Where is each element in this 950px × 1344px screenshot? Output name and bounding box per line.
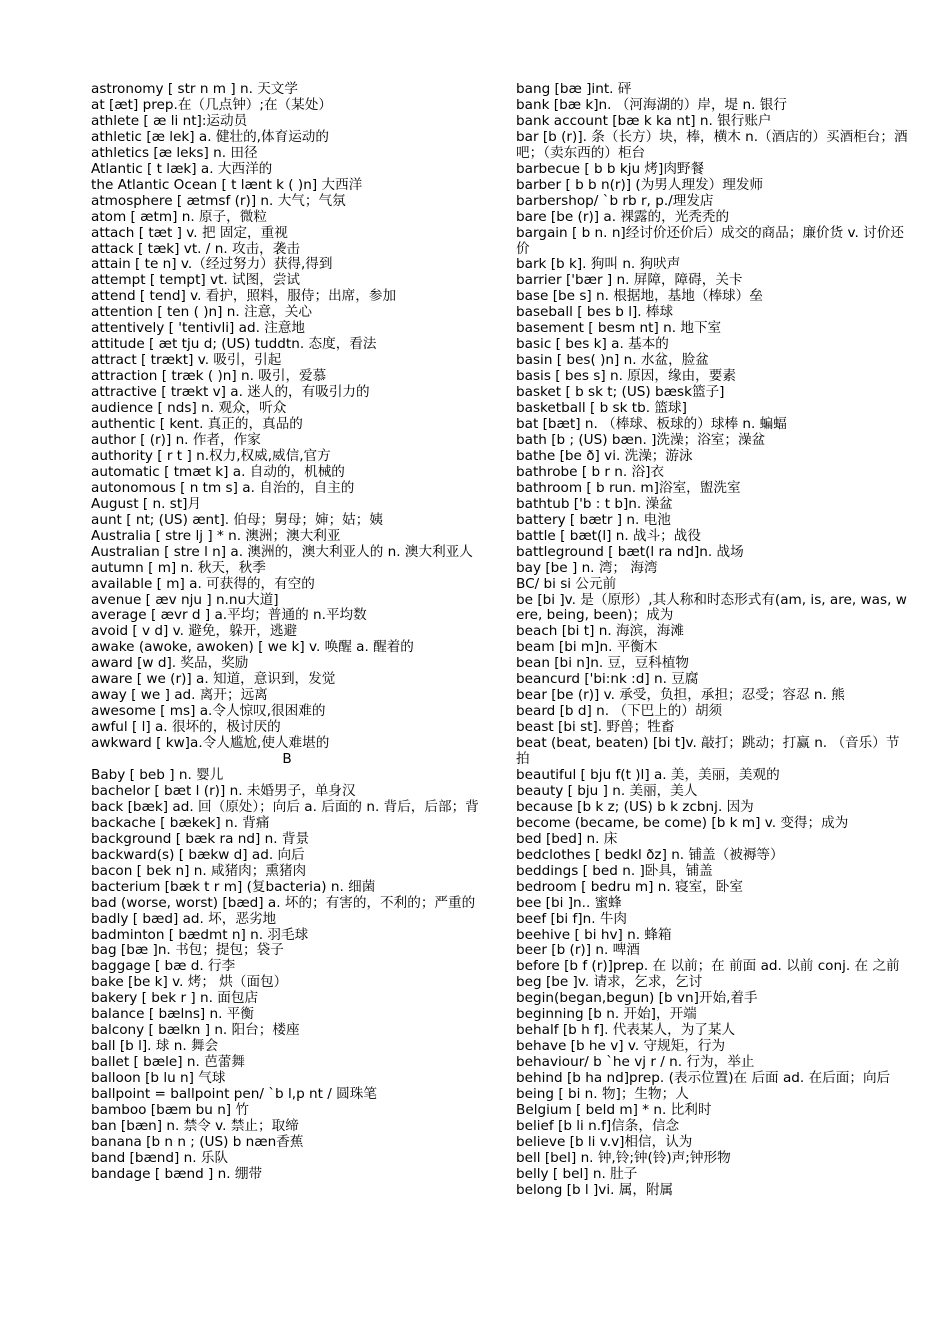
word-entry: barrier ['bær ] n. 屏障，障碍，关卡: [516, 272, 743, 289]
word-entry: bath [b ; (US) bæn. ]洗澡；浴室；澡盆: [516, 431, 766, 448]
word-entry: available [ m] a. 可获得的，有空的: [91, 575, 315, 592]
word-entry: bare [be (r)] a. 裸露的，光秃秃的: [516, 208, 730, 225]
word-entry: basket [ b sk t; (US) bæsk篮子]: [516, 384, 725, 401]
left-column: [91, 82, 483, 1183]
word-entry: audience [ nds] n. 观众，听众: [91, 400, 287, 417]
word-entry: bake [be k] v. 烤； 烘（面包）: [91, 974, 288, 991]
word-entry: beach [bi t] n. 海滨，海滩: [516, 623, 684, 640]
word-entry: basic [ bes k] a. 基本的: [516, 336, 669, 353]
word-entry: barbershop/ `b rb r, p./理发店: [516, 192, 714, 209]
word-entry: avoid [ v d] v. 避免，躲开，逃避: [91, 623, 298, 640]
word-entry: Baby [ beb ] n. 婴儿: [91, 766, 224, 783]
word-entry: astronomy [ str n m ] n. 天文学: [91, 81, 298, 97]
word-entry: ban [bæn] n. 禁令 v. 禁止；取缔: [91, 1117, 299, 1134]
word-entry: author [ (r)] n. 作者，作家: [91, 431, 261, 448]
word-entry: banana [b n n ; (US) b næn香蕉: [91, 1133, 304, 1150]
word-entry: bedclothes [ bedkl ðz] n. 铺盖（被褥等）: [516, 846, 784, 863]
word-entry: bathe [be ð] vi. 洗澡；游泳: [516, 447, 693, 464]
word-entry: bang [bæ ]int. 砰: [516, 81, 632, 97]
word-entry: autonomous [ n tm s] a. 自治的，自主的: [91, 479, 355, 496]
word-entry: behave [b he v] v. 守规矩，行为: [516, 1038, 726, 1055]
word-entry: authentic [ kent. 真正的，真品的: [91, 416, 303, 433]
word-entry: at [æt] prep.在（几点钟）;在（某处）: [91, 96, 332, 113]
word-entry: barber [ b b n(r)] (为男人理发）理发师: [516, 176, 764, 193]
word-entry: bathrobe [ b r n. 浴]衣: [516, 463, 665, 480]
word-entry: be [bi ]v. 是（原形）,其人称和时态形式有(am, is, are, was, were, being, been)；成为: [516, 591, 907, 624]
word-entry: backache [ bækek] n. 背痛: [91, 814, 270, 831]
word-entry: baseball [ bes b l]. 棒球: [516, 304, 674, 321]
word-entry: beam [bi m]n. 平衡木: [516, 639, 658, 656]
letter-heading: B: [282, 751, 292, 768]
word-entry: authority [ r t ] n.权力,权威,威信,官方: [91, 447, 331, 464]
word-entry: bacterium [bæk t r m] (复bacteria) n. 细菌: [91, 878, 376, 895]
word-entry: Australia [ stre lj ] * n. 澳洲；澳大利亚: [91, 527, 341, 544]
word-entry: award [w d]. 奖品，奖励: [91, 655, 249, 672]
word-entry: bar [b (r)]. 条（长方）块，棒，横木 n.（酒店的）买酒柜台；酒吧；（卖东西的）柜台: [516, 128, 908, 161]
word-entry: bear [be (r)] v. 承受，负担，承担；忍受；容忍 n. 熊: [516, 687, 845, 704]
word-entry: ballpoint = ballpoint pen/ `b l,p nt / 圆珠笔: [91, 1086, 377, 1103]
word-entry: become (became, be come) [b k m] v. 变得；成为: [516, 814, 849, 831]
word-entry: BC/ bi si 公元前: [516, 575, 617, 592]
word-entry: basis [ bes s] n. 原因，缘由，要素: [516, 368, 736, 385]
word-entry: beard [b d] n. （下巴上的）胡须: [516, 703, 723, 720]
word-entry: bargain [ b n. n]经讨价还价后）成交的商品；廉价货 v. 讨价还价: [516, 224, 904, 257]
word-entry: band [bænd] n. 乐队: [91, 1149, 229, 1166]
word-entry: attitude [ æt tju d; (US) tuddtn. 态度，看法: [91, 336, 377, 353]
word-entry: battle [ bæt(l] n. 战斗；战役: [516, 527, 701, 544]
word-entry: bandage [ bænd ] n. 绷带: [91, 1165, 263, 1182]
word-entry: begin(began,begun) [b vn]开始,着手: [516, 990, 758, 1007]
word-entry: average [ ævr d ] a.平均；普通的 n.平均数: [91, 607, 367, 624]
word-entry: badminton [ bædmt n] n. 羽毛球: [91, 926, 309, 943]
word-entry: bachelor [ bæt l (r)] n. 未婚男子，单身汉: [91, 782, 356, 799]
word-entry: attentively [ 'tentivli] ad. 注意地: [91, 320, 306, 337]
word-entry: attractive [ trækt v] a. 迷人的，有吸引力的: [91, 384, 370, 401]
word-entry: bay [be ] n. 湾； 海湾: [516, 559, 658, 576]
word-entry: away [ we ] ad. 离开；远离: [91, 687, 268, 704]
word-entry: badly [ bæd] ad. 坏，恶劣地: [91, 910, 277, 927]
word-entry: aunt [ nt; (US) ænt]. 伯母；舅母；婶；姑；姨: [91, 511, 383, 528]
word-entry: awesome [ ms] a.令人惊叹,很困难的: [91, 703, 326, 720]
word-entry: attempt [ tempt] vt. 试图，尝试: [91, 272, 301, 289]
right-column: [516, 82, 908, 1199]
word-entry: bathroom [ b run. m]浴室，盥洗室: [516, 479, 741, 496]
word-entry: beautiful [ bju f(t )l] a. 美，美丽，美观的: [516, 766, 780, 783]
word-entry: background [ bæk ra nd] n. 背景: [91, 830, 310, 847]
word-entry: bakery [ bek r ] n. 面包店: [91, 990, 259, 1007]
word-entry: attend [ tend] v. 看护，照料，服侍；出席，参加: [91, 288, 397, 305]
word-entry: beef [bi f]n. 牛肉: [516, 910, 628, 927]
word-entry: awkward [ kw]a.令人尴尬,使人难堪的: [91, 735, 330, 752]
word-entry: attraction [ træk ( )n] n. 吸引，爱慕: [91, 368, 327, 385]
word-entry: attain [ te n] v.（经过努力）获得,得到: [91, 256, 333, 273]
word-entry: balance [ bælns] n. 平衡: [91, 1006, 254, 1023]
word-entry: athletics [æ leks] n. 田径: [91, 144, 258, 161]
word-entry: belly [ bel] n. 肚子: [516, 1165, 638, 1182]
word-entry: bean [bi n]n. 豆，豆科植物: [516, 655, 690, 672]
word-entry: attract [ trækt] v. 吸引，引起: [91, 352, 282, 369]
word-entry: belong [b l ]vi. 属，附属: [516, 1181, 674, 1198]
word-entry: battleground [ bæt(l ra nd]n. 战场: [516, 543, 744, 560]
word-entry: attach [ tæt ] v. 把 固定，重视: [91, 224, 288, 241]
word-entry: beauty [ bju ] n. 美丽，美人: [516, 782, 698, 799]
word-entry: bacon [ bek n] n. 咸猪肉；熏猪肉: [91, 862, 307, 879]
word-entry: basement [ besm nt] n. 地下室: [516, 320, 722, 337]
word-entry: Australian [ stre l n] a. 澳洲的，澳大利亚人的 n. 澳大利亚人: [91, 543, 473, 560]
word-entry: atom [ ætm] n. 原子，微粒: [91, 208, 267, 225]
word-entry: Belgium [ beld m] * n. 比利时: [516, 1102, 712, 1118]
word-entry: bell [bel] n. 钟,铃;钟(铃)声;钟形物: [516, 1149, 731, 1166]
word-entry: bank account [bæ k ka nt] n. 银行账户: [516, 112, 772, 129]
word-entry: ballet [ bæle] n. 芭蕾舞: [91, 1054, 245, 1071]
word-entry: back [bæk] ad. 回（原处）；向后 a. 后面的 n. 背后，后部；背: [91, 798, 479, 815]
word-entry: base [be s] n. 根据地，基地（棒球）垒: [516, 288, 763, 305]
word-entry: battery [ bætr ] n. 电池: [516, 511, 671, 528]
word-entry: believe [b li v.v]相信，认为: [516, 1133, 693, 1150]
word-entry: balcony [ bælkn ] n. 阳台；楼座: [91, 1022, 300, 1039]
word-entry: baggage [ bæ d. 行李: [91, 958, 236, 975]
word-entry: bat [bæt] n. （棒球、板球的）球棒 n. 蝙蝠: [516, 416, 787, 433]
word-entry: Atlantic [ t læk] a. 大西洋的: [91, 160, 273, 177]
word-entry: bag [bæ ]n. 书包；提包；袋子: [91, 942, 284, 959]
word-entry: autumn [ m] n. 秋天，秋季: [91, 559, 266, 576]
word-entry: balloon [b lu n] 气球: [91, 1070, 226, 1087]
word-entry: belief [b li n.f]信条，信念: [516, 1117, 680, 1134]
word-entry: beer [b (r)] n. 啤酒: [516, 942, 640, 959]
word-entry: beancurd ['bi:nk :d] n. 豆腐: [516, 671, 699, 688]
word-entry: attack [ tæk] vt. / n. 攻击，袭击: [91, 240, 300, 257]
word-entry: behalf [b h f]. 代表某人，为了某人: [516, 1022, 736, 1039]
word-entry: behaviour/ b `he vj r / n. 行为，举止: [516, 1054, 755, 1071]
word-entry: bark [b k]. 狗叫 n. 狗吠声: [516, 256, 681, 273]
word-entry: basketball [ b sk tb. 篮球]: [516, 400, 687, 417]
word-entry: bedroom [ bedru m] n. 寝室，卧室: [516, 878, 743, 895]
word-entry: beat (beat, beaten) [bi t]v. 敲打；跳动；打赢 n. （音乐）节拍: [516, 735, 900, 768]
word-entry: bamboo [bæm bu n] 竹: [91, 1102, 250, 1118]
word-entry: basin [ bes( )n] n. 水盆，脸盆: [516, 352, 709, 369]
word-entry: atmosphere [ ætmsf (r)] n. 大气；气氛: [91, 192, 346, 209]
word-entry: beddings [ bed n. ]卧具，铺盖: [516, 862, 713, 879]
word-entry: avenue [ æv nju ] n.nu大道]: [91, 591, 279, 608]
word-entry: being [ bi n. 物]；生物；人: [516, 1086, 689, 1103]
word-entry: behind [b ha nd]prep. (表示位置)在 后面 ad. 在后面；向后: [516, 1070, 891, 1087]
word-entry: before [b f (r)]prep. 在 以前；在 前面 ad. 以前 conj. 在 之前: [516, 958, 900, 975]
word-entry: awake (awoke, awoken) [ we k] v. 唤醒 a. 醒着的: [91, 639, 414, 656]
word-entry: ball [b l]. 球 n. 舞会: [91, 1038, 219, 1055]
word-entry: automatic [ tmæt k] a. 自动的，机械的: [91, 463, 345, 480]
word-entry: bad (worse, worst) [bæd] a. 坏的；有害的，不利的；严重的: [91, 894, 476, 911]
word-entry: bee [bi ]n.. 蜜蜂: [516, 894, 622, 911]
word-entry: because [b k z; (US) b k zcbnj. 因为: [516, 798, 754, 815]
word-entry: attention [ ten ( )n] n. 注意，关心: [91, 304, 312, 321]
word-entry: awful [ l] a. 很坏的，极讨厌的: [91, 719, 281, 736]
word-entry: beg [be ]v. 请求，乞求，乞讨: [516, 974, 703, 991]
word-entry: bathtub ['b : t b]n. 澡盆: [516, 495, 673, 512]
word-entry: beginning [b n. 开始]，开端: [516, 1006, 697, 1023]
word-entry: athlete [ æ li nt]:运动员: [91, 112, 248, 129]
word-entry: barbecue [ b b kju 烤]肉野餐: [516, 160, 705, 177]
word-entry: August [ n. st]月: [91, 495, 202, 512]
word-entry: beehive [ bi hv] n. 蜂箱: [516, 926, 672, 943]
word-entry: aware [ we (r)] a. 知道，意识到，发觉: [91, 671, 336, 688]
word-entry: bank [bæ k]n. （河海湖的）岸，堤 n. 银行: [516, 96, 787, 113]
word-entry: beast [bi st]. 野兽；牲畜: [516, 719, 675, 736]
word-entry: the Atlantic Ocean [ t lænt k ( )n] 大西洋: [91, 176, 363, 193]
word-entry: backward(s) [ bækw d] ad. 向后: [91, 846, 305, 863]
word-entry: bed [bed] n. 床: [516, 830, 618, 847]
word-entry: athletic [æ lek] a. 健壮的,体育运动的: [91, 128, 329, 145]
